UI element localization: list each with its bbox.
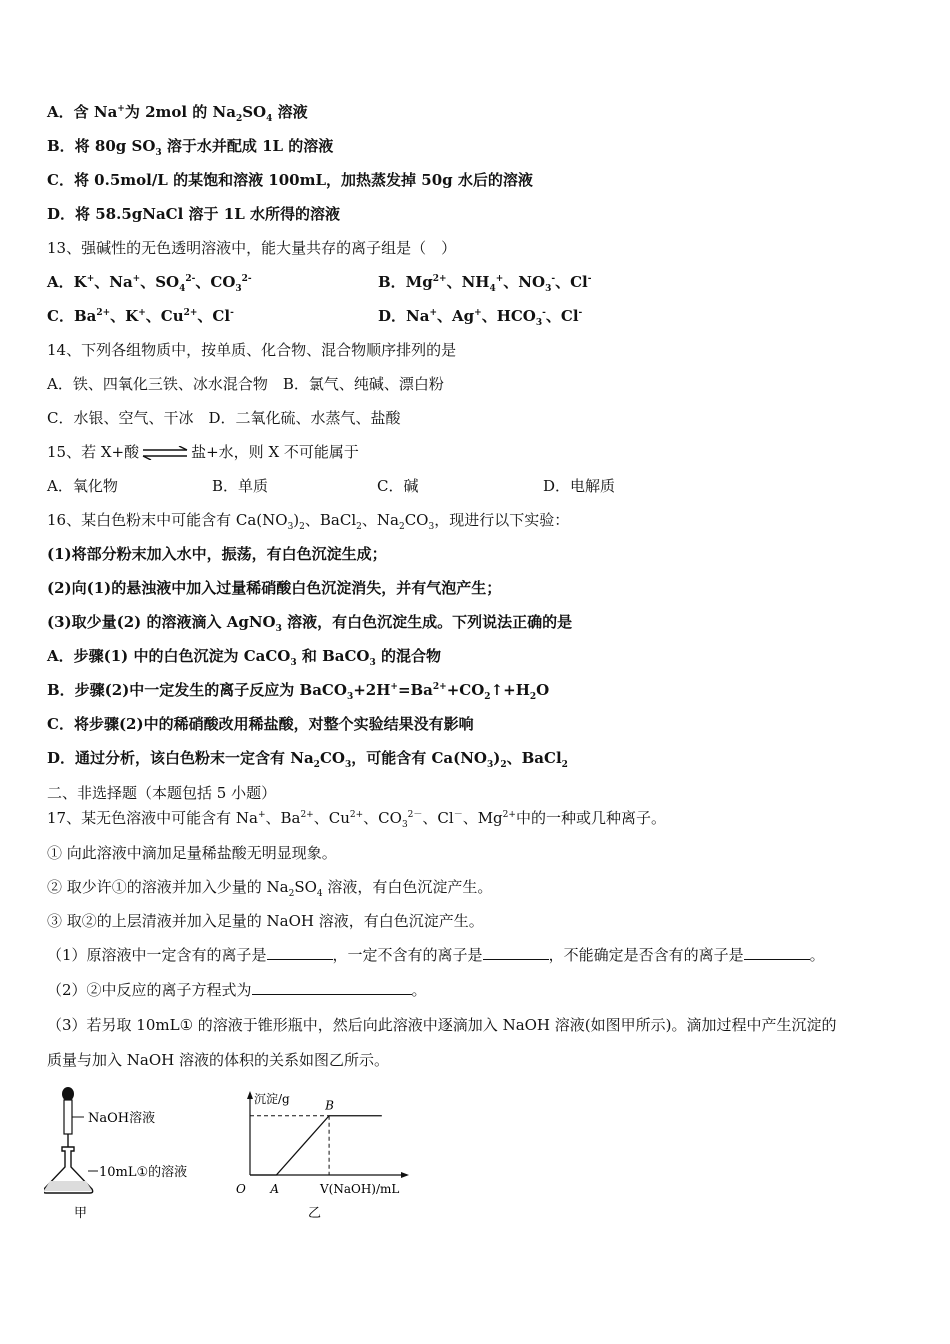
figure-jia (44, 1085, 204, 1225)
q15-option-b: B．单质 (212, 477, 269, 495)
origin-label: O (236, 1182, 246, 1196)
q17-part-3-line1: （3）若另取 10mL① 的溶液于锥形瓶中，然后向此溶液中逐滴加入 NaOH 溶液(如图甲所示)。滴加过程中产生沉淀的 (47, 1016, 837, 1034)
q16-step-1: (1)将部分粉末加入水中，振荡，有白色沉淀生成； (47, 545, 387, 563)
q12-option-c: C．将 0.5mol/L 的某饱和溶液 100mL，加热蒸发掉 50g 水后的溶液 (47, 171, 533, 189)
q14-options-ab: A．铁、四氧化三铁、冰水混合物 B．氯气、纯碱、漂白粉 (47, 375, 444, 393)
q15-stem: 15、若 X+酸 盐+水，则 X 不可能属于 (47, 443, 359, 461)
q16-stem: 16、某白色粉末中可能含有 $Ca(NO_3)_2$、BaCl$_2$、$Na_2CO_3$，现进行以下实验： (47, 511, 570, 532)
q15-option-a: A．氧化物 (47, 477, 118, 495)
section-heading: 二、非选择题（本题包括 5 小题） (47, 784, 277, 802)
answer-blank[interactable] (483, 945, 549, 960)
dropper-label: NaOH溶液 (88, 1111, 156, 1126)
point-label-a: A (270, 1182, 280, 1196)
answer-blank[interactable] (252, 980, 412, 995)
q17-operation-3: ③ 取②的上层清液并加入足量的 NaOH 溶液，有白色沉淀产生。 (47, 912, 484, 930)
figure-yi-caption: 乙 (308, 1206, 322, 1221)
dropper-body-icon (64, 1100, 72, 1134)
x-axis-arrow-icon (401, 1172, 409, 1178)
q16-option-c: C．将步骤(2)中的稀硝酸改用稀盐酸，对整个实验结果没有影响 (47, 715, 474, 733)
q13-option-b: B．$Mg^{2+}$、$NH_4^+$、$NO_3^-$、Cl- (378, 273, 592, 294)
q13-option-c: C．$Ba^{2+}$、K+、$Cu^{2+}$、Cl- (47, 307, 234, 325)
x-axis-label: V(NaOH)/mL (320, 1182, 400, 1196)
q13-option-d: D．Na+、Ag+、$HCO_3^-$、Cl- (378, 307, 583, 328)
flask-label: 10mL①的溶液 (99, 1165, 188, 1180)
figure-jia-caption: 甲 (74, 1206, 88, 1221)
q16-step-2: (2)向(1)的悬浊液中加入过量稀硝酸白色沉淀消失，并有气泡产生； (47, 579, 502, 597)
q17-part-2: （2）②中反应的离子方程式为 。 (47, 981, 427, 999)
q16-option-b: B．步骤(2)中一定发生的离子反应为 $BaCO_3+2H^+=Ba^{2+}+CO_2↑+H_2O$ (47, 681, 550, 702)
y-axis-label: 沉淀/g (254, 1092, 290, 1106)
q16-step-3: (3)取少量(2) 的溶液滴入 AgNO$_3$ 溶液，有白色沉淀生成。下列说法正确的是 (47, 613, 573, 634)
q12-option-a: A．含 Na+为 2mol 的 $Na_2SO_4$ 溶液 (47, 103, 308, 124)
q17-part-1: （1）原溶液中一定含有的离子是 ，一定不含有的离子是 ，不能确定是否含有的离子是 。 (47, 946, 825, 964)
reversible-arrow-icon (141, 446, 189, 460)
q14-stem: 14、下列各组物质中，按单质、化合物、混合物顺序排列的是 (47, 341, 457, 359)
q15-option-c: C．碱 (377, 477, 419, 495)
series-line (250, 1116, 382, 1175)
q17-operation-1: ① 向此溶液中滴加足量稀盐酸无明显现象。 (47, 844, 337, 862)
point-label-b: B (325, 1098, 334, 1113)
q14-options-cd: C．水银、空气、干冰 D．二氧化硫、水蒸气、盐酸 (47, 409, 401, 427)
q13-option-a: A．K+、Na+、$SO_4^{2-}$、$CO_3^{2-}$ (47, 273, 252, 294)
q16-option-a: A．步骤(1) 中的白色沉淀为 CaCO$_3$ 和 BaCO$_3$ 的混合物 (47, 647, 442, 668)
answer-blank[interactable] (267, 945, 333, 960)
q12-option-d: D．将 58.5gNaCl 溶于 1L 水所得的溶液 (47, 205, 340, 223)
q16-option-d: D．通过分析，该白色粉末一定含有 $Na_2CO_3$，可能含有 $Ca(NO_3)_2$、BaCl$_2$ (47, 749, 568, 770)
q17-part-3-line2: 质量与加入 NaOH 溶液的体积的关系如图乙所示。 (47, 1051, 389, 1069)
q17-stem: 17、某无色溶液中可能含有 Na+、$Ba^{2+}$、$Cu^{2+}$、$CO_3^{2-}$、Cl－、$Mg^{2+}$中的一种或几种离子。 (47, 809, 666, 830)
figure-yi-chart (230, 1085, 420, 1225)
q13-stem: 13、强碱性的无色透明溶液中，能大量共存的离子组是（ ） (47, 239, 457, 257)
y-axis-arrow-icon (247, 1091, 253, 1099)
answer-blank[interactable] (744, 945, 810, 960)
q12-option-b: B．将 80g $SO_3$ 溶于水并配成 1L 的溶液 (47, 137, 334, 158)
q17-operation-2: ② 取少许①的溶液并加入少量的 $Na_2SO_4$ 溶液，有白色沉淀产生。 (47, 878, 493, 899)
q15-option-d: D．电解质 (543, 477, 616, 495)
dropper-bulb-icon (62, 1087, 74, 1101)
